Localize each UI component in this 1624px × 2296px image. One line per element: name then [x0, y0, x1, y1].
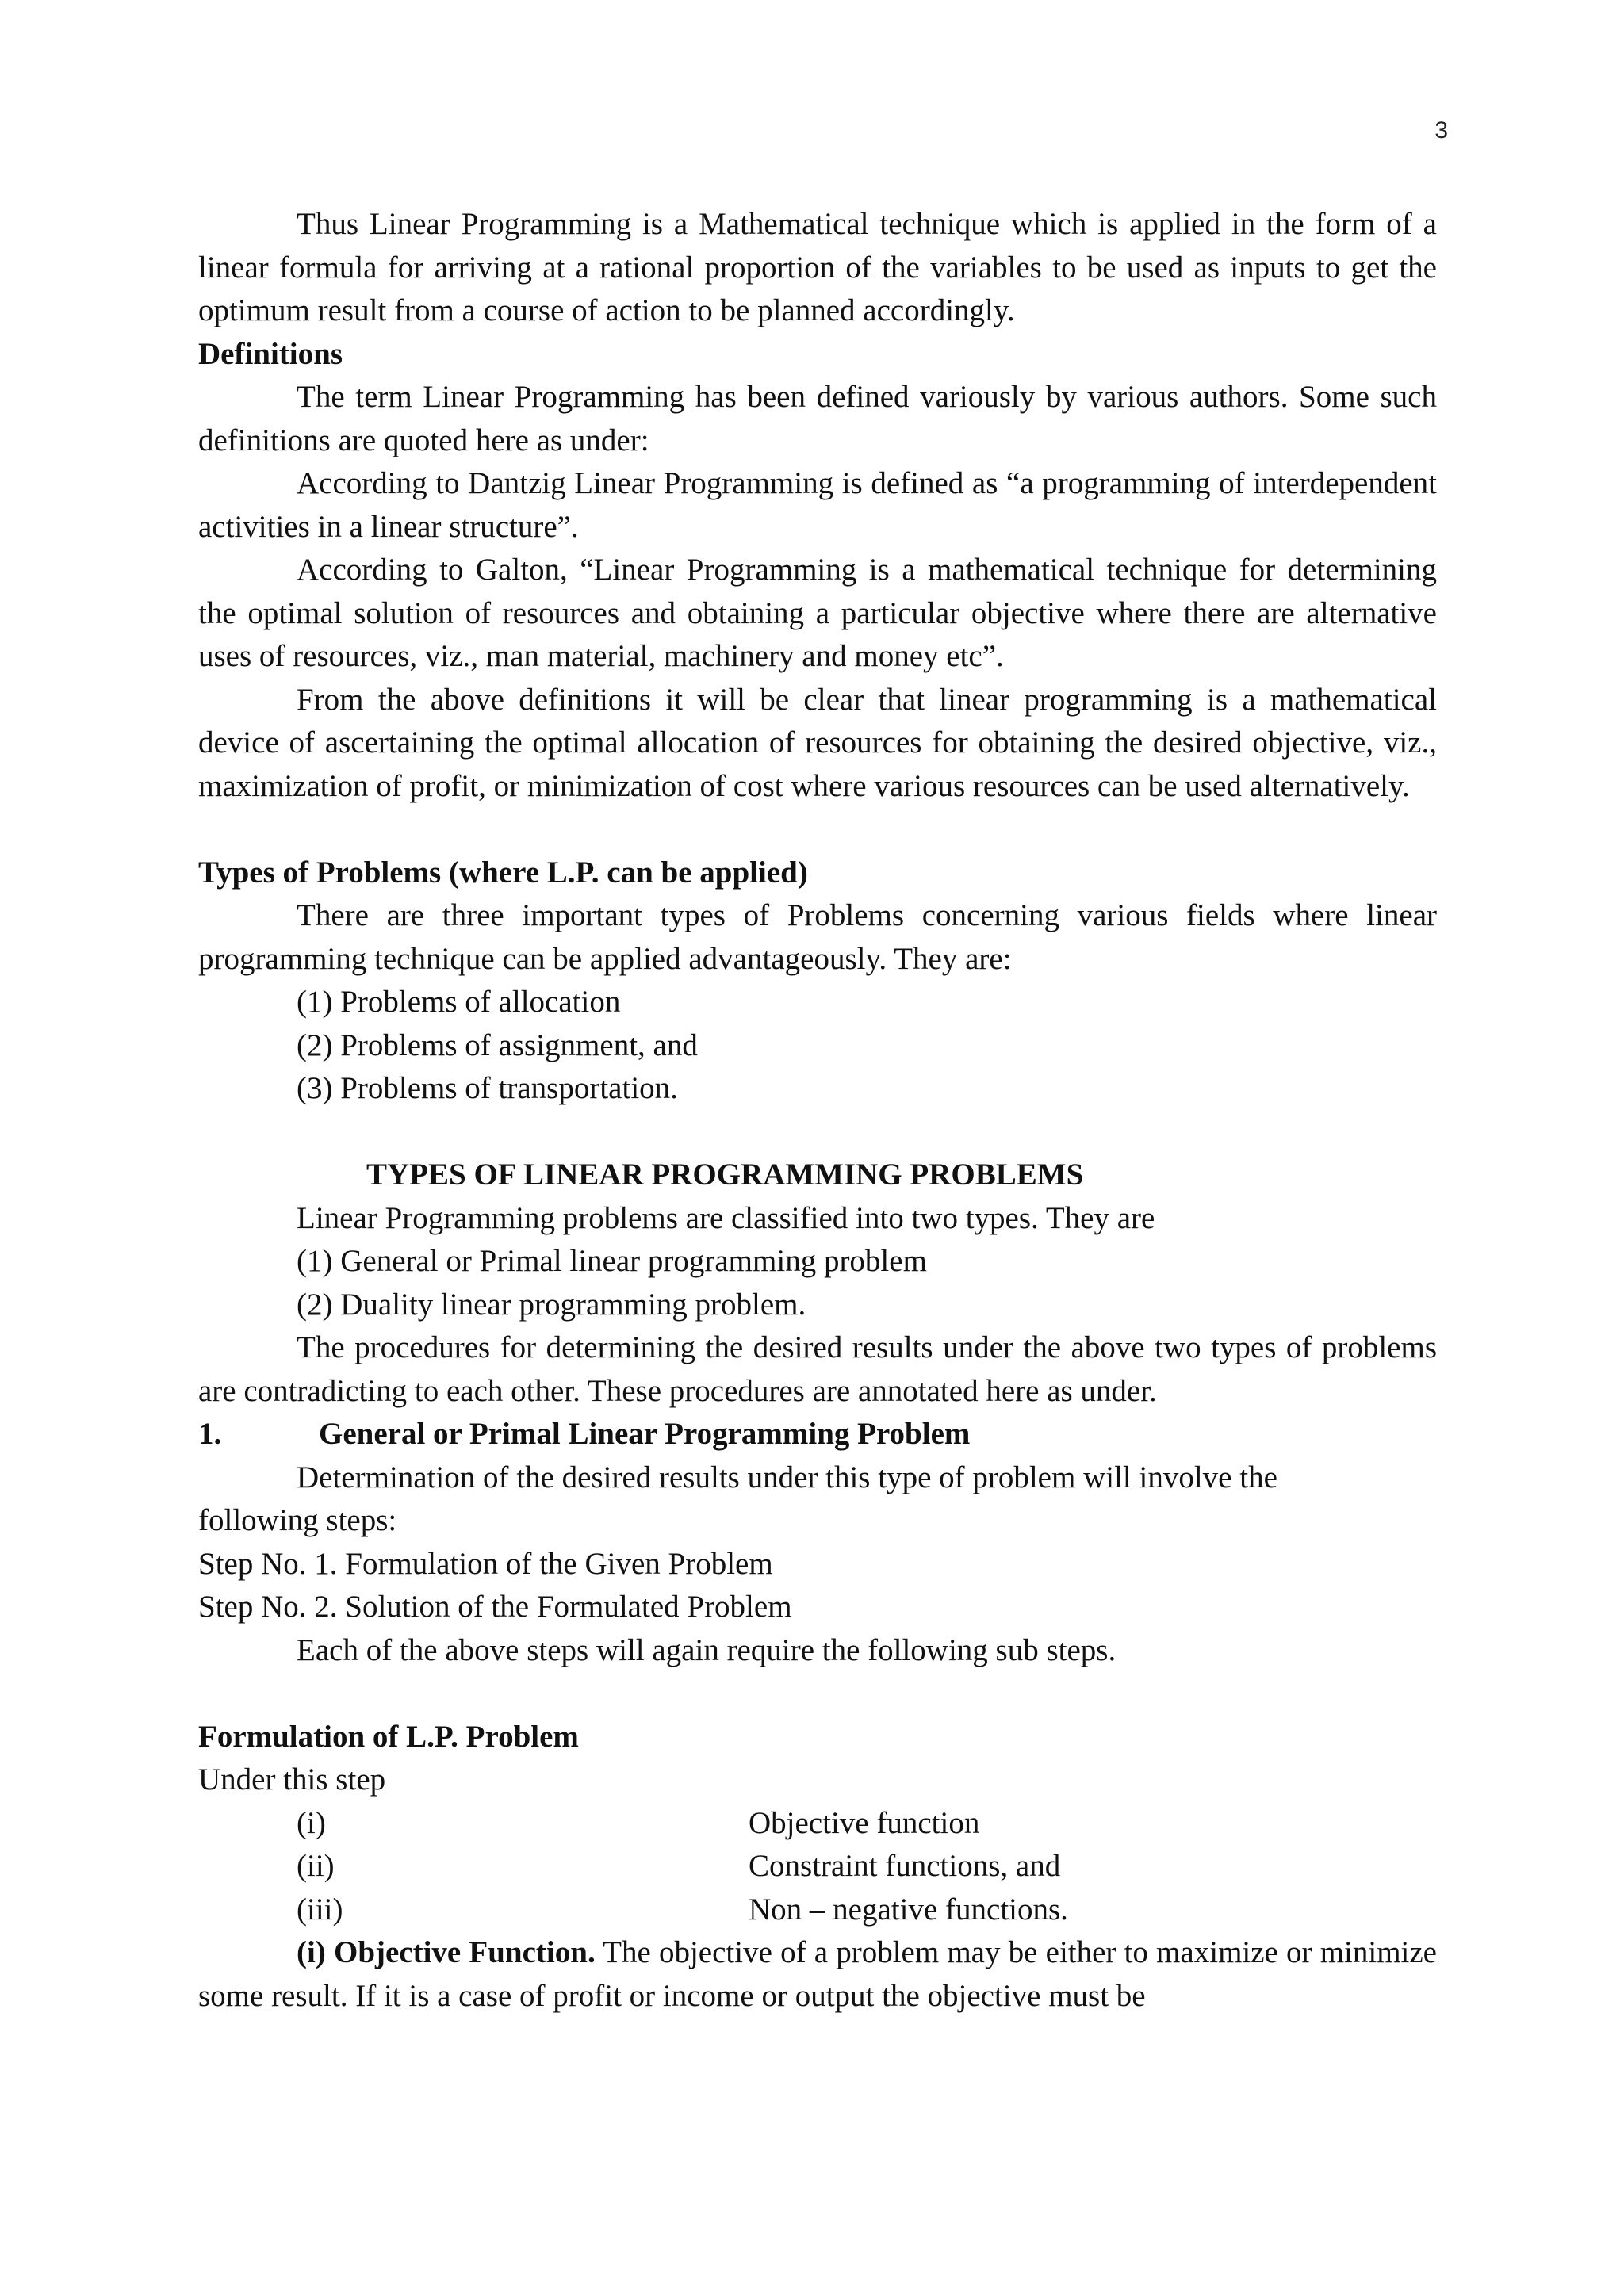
substep-label: Constraint functions, and [749, 1849, 1061, 1883]
substep-row [198, 1888, 1437, 1932]
list-item: (1) Problems of allocation [297, 985, 621, 1019]
section-number: 1. [198, 1417, 222, 1451]
intro-paragraph: Thus Linear Programming is a Mathematical technique which is applied in the form of a linear formula for arriving at a rational proportion of the variables to be used as inputs to get the optimum result from a course of action to be planned accordingly. [198, 207, 1437, 327]
formulation-heading: Formulation of L.P. Problem [198, 1719, 579, 1754]
substep-label: Non – negative functions. [749, 1892, 1068, 1927]
page-number: 3 [1434, 117, 1448, 144]
lpp-types-intro: Linear Programming problems are classified into two types. They are [297, 1200, 1155, 1235]
substep-row [198, 1802, 1437, 1846]
objective-function-paragraph [198, 1931, 1437, 2018]
definitions-heading: Definitions [198, 336, 343, 371]
spacer [198, 1672, 1437, 1716]
document-body [198, 203, 1437, 2018]
general-primal-line2: following steps: [198, 1503, 397, 1537]
list-item: (2) Duality linear programming problem. [297, 1287, 806, 1322]
substep-numeral: (i) [297, 1805, 326, 1840]
procedures-paragraph: The procedures for determining the desired results under the above two types of problems are contradicting to each other. These procedures are annotated here as under. [198, 1330, 1437, 1408]
lpp-types-heading: TYPES OF LINEAR PROGRAMMING PROBLEMS [366, 1158, 1084, 1192]
types-of-problems-intro: There are three important types of Problems concerning various fields where linear programming technique can be applied advantageously. They are: [198, 898, 1437, 976]
spacer [198, 808, 1437, 851]
list-item: (1) General or Primal linear programming problem [297, 1244, 927, 1278]
substep-label: Objective function [749, 1805, 980, 1840]
section-title: General or Primal Linear Programming Problem [319, 1417, 971, 1451]
dantzig-definition: According to Dantzig Linear Programming is defined as “a programming of interdependent activities in a linear structure”. [198, 466, 1437, 544]
substep-numeral: (ii) [297, 1849, 335, 1883]
galton-definition: According to Galton, “Linear Programming is a mathematical technique for determining the optimal solution of resources and obtaining a particular objective where there are alternative uses of resources, viz., man material, machinery and money etc”. [198, 553, 1437, 673]
substep-numeral: (iii) [297, 1892, 343, 1927]
list-item: (2) Problems of assignment, and [297, 1027, 698, 1062]
objective-function-label: (i) Objective Function. [297, 1935, 596, 1969]
general-primal-line1: Determination of the desired results under this type of problem will involve the [297, 1460, 1277, 1494]
substep-row [198, 1845, 1437, 1888]
spacer [198, 1111, 1437, 1154]
list-item: (3) Problems of transportation. [297, 1071, 678, 1105]
types-of-problems-heading: Types of Problems (where L.P. can be applied) [198, 855, 808, 890]
substeps-line: Each of the above steps will again require the following sub steps. [297, 1632, 1116, 1667]
step-1: Step No. 1. Formulation of the Given Problem [198, 1546, 773, 1581]
definitions-intro: The term Linear Programming has been defined variously by various authors. Some such definitions are quoted here as under: [198, 380, 1437, 457]
objective-function-text: The objective of a problem may be either to maximize or minimize some result. If it is a case of profit or income or output the objective must be [198, 1935, 1437, 2013]
step-2: Step No. 2. Solution of the Formulated Problem [198, 1590, 792, 1624]
definitions-conclusion: From the above definitions it will be clear that linear programming is a mathematical device of ascertaining the optimal allocation of resources for obtaining the desired objective, viz., maximization of profit, or minimization of cost where various resources can be used alternatively. [198, 682, 1437, 803]
general-primal-heading [198, 1413, 1437, 1456]
formulation-under: Under this step [198, 1762, 386, 1797]
